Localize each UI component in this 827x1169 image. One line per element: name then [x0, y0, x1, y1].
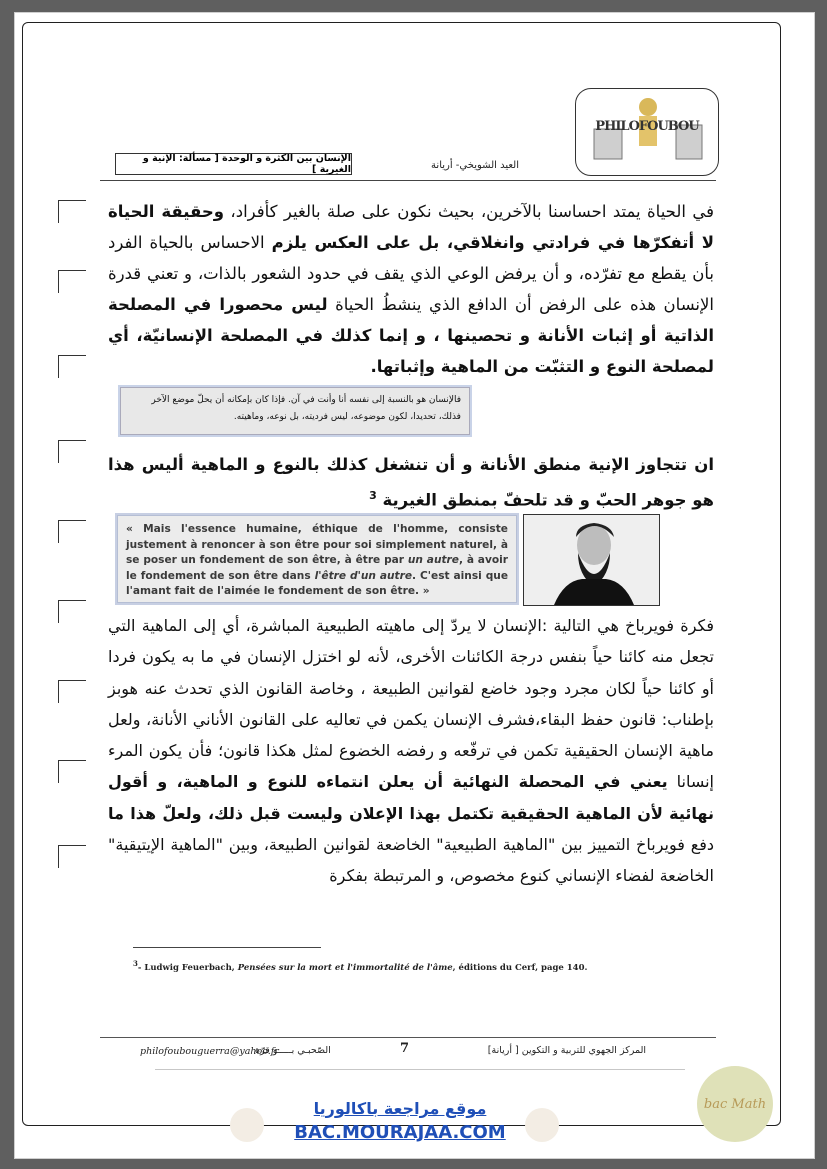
footnote [133, 959, 587, 973]
ad-divider [155, 1069, 685, 1070]
footer-divider [100, 1037, 716, 1038]
bac-math-badge: bac Math [697, 1066, 773, 1142]
page-number: 7 [400, 1041, 410, 1056]
footnote-author: - Ludwig Feuerbach, [137, 962, 238, 973]
quote-fr-part: , à avoir le fondement de son être dans [126, 554, 508, 582]
quote-fr-part: . C'est ainsi que l'amant fait de l'aimée le fondement de son être. » [126, 569, 509, 598]
margin-marks [58, 200, 88, 930]
p3-text-c: يعني في المحصلة النهائية أن يعلن انتماءه للنوع و الماهية، و أقول نهائية لأن الماهية الحقيقية تكتمل بهذا الإعلان وليست قبل ذلك، ولعلّ هذا ما [108, 772, 714, 823]
header-author: العيد الشويخي- أريانة [431, 160, 519, 171]
p1-line-b: وحقيقة الحياة لا أتفكرّها في فرادتي وانغلاقي، بل على العكس يلزم [108, 202, 714, 252]
site-arabic-link[interactable]: موقع مراجعة باكالوريا [313, 1099, 487, 1118]
header-divider [100, 180, 716, 181]
p2-text: ان تتجاوز الإنية منطق الأنانة و أن تنشغل كذلك بالنوع و الماهية أليس هذا هو جوهر الحبّ و قد تلحفّ بمنطق الغيرية [108, 455, 714, 510]
p3-text-d: دفع فويرباخ التمييز بين "الماهية الطبيعية" الخاضعة لقوانين الطبيعة، وبين "الماهية الإيتيقية" الخاضعة لفضاء الإنساني كنوع مخصوص، و المرتبطة بفكرة [108, 835, 714, 886]
footer-author: الصّحبـي بـــــو قرّة [255, 1045, 331, 1056]
site-url-link[interactable]: BAC.MOURAJAA.COM [294, 1122, 506, 1143]
footer-institution: المركز الجهوي للتربية و التكوين [ أريانة] [487, 1045, 646, 1056]
header-topic: الإنسان بين الكثرة و الوحدة [ مسألة: الإنية و الغيرية ] [115, 153, 352, 175]
footer-email[interactable]: philofoubouguerra@yahoo.fr [140, 1046, 279, 1057]
french-quote-box [117, 515, 517, 603]
quote-fr-italic: un autre [407, 554, 459, 567]
site-logo-icon [230, 1108, 264, 1142]
p3-text-a: فكرة فويرباخ هي التالية :الإنسان لا يردّ إلى ماهيته الطبيعية المباشرة، أي إلى [193, 616, 715, 635]
feuerbach-portrait [523, 514, 660, 606]
footnote-divider [133, 947, 321, 948]
quote-fr-italic: l'être d'un autre [314, 569, 413, 582]
p1-text-d: ليس محصورا في المصلحة الذاتية أو إثبات الأنانة و تحصينها ، و إنما كذلك في المصلحة الإنسانيّة، أي لمصلحة النوع و التثبّت من الماهية وإثباتها. [108, 294, 714, 376]
footnote-title: Pensées sur la mort et l'immortalité de l'âme [237, 962, 453, 973]
p3-text-b: الماهية التي تجعل منه كائنا حياً بنفس درجة الكائنات الأخرى، لأنه لو اختزل الإنسان في ما به يكون فردا أو كائنا حياً لكان مجرد وجود خاضع لقوانين الطبيعة ، وخاصة القانون الذي تحدث عنه هوبز بإطناب: قانون حفظ البقاء،فشرف الإنسان يكمن في تعاليه على القانون الأناني الأنانة، ولعل ماهية الإنسان الحقيقية تكمن في ترفّعه و رفضه الخضوع لمثل هكذا قانون؛ فأن يكون المرء إنسانا [108, 616, 714, 792]
site-logo-icon [525, 1108, 559, 1142]
arabic-quote-box: فالإنسان هو بالنسبة إلى نفسه أنا وأنت في آن. فإذا كان بإمكانه أن يحلّ موضع الآخر فذلك، تحديدا، لكون موضوعه، ليس فرديته، بل نوعه، وماهيته. [120, 387, 470, 435]
paragraph-3 [108, 610, 714, 892]
footnote-number: 3 [133, 959, 138, 968]
footnote-ref[interactable]: 3 [369, 488, 377, 502]
quote-fr-part: « Mais l'essence humaine, éthique de l'homme, consiste justement à renoncer à son être pour soi simplement naturel, à se poser un fondement de son être, à être par [126, 523, 508, 567]
portrait-image-icon [524, 515, 659, 605]
p1-line-a: في الحياة يمتد احساسنا بالآخرين، بحيث نكون على صلة بالغير كأفراد، [230, 202, 714, 221]
philofoubou-logo [575, 88, 719, 176]
logo-text: PHILOFOUBOU [595, 119, 699, 134]
footnote-publisher: , éditions du Cerf, page 140. [452, 962, 588, 973]
paragraph-2 [108, 450, 714, 516]
p1-text-c: الاحساس بالحياة الفرد بأن يقطع مع تفرّده، و أن يرفض الوعي الذي يقف في حدود الشعور بالذات، و تعني قدرة الإنسان هذه على الرفض أن الدافع الذي ينشطُ الحياة [108, 232, 715, 314]
paragraph-1 [108, 197, 714, 382]
